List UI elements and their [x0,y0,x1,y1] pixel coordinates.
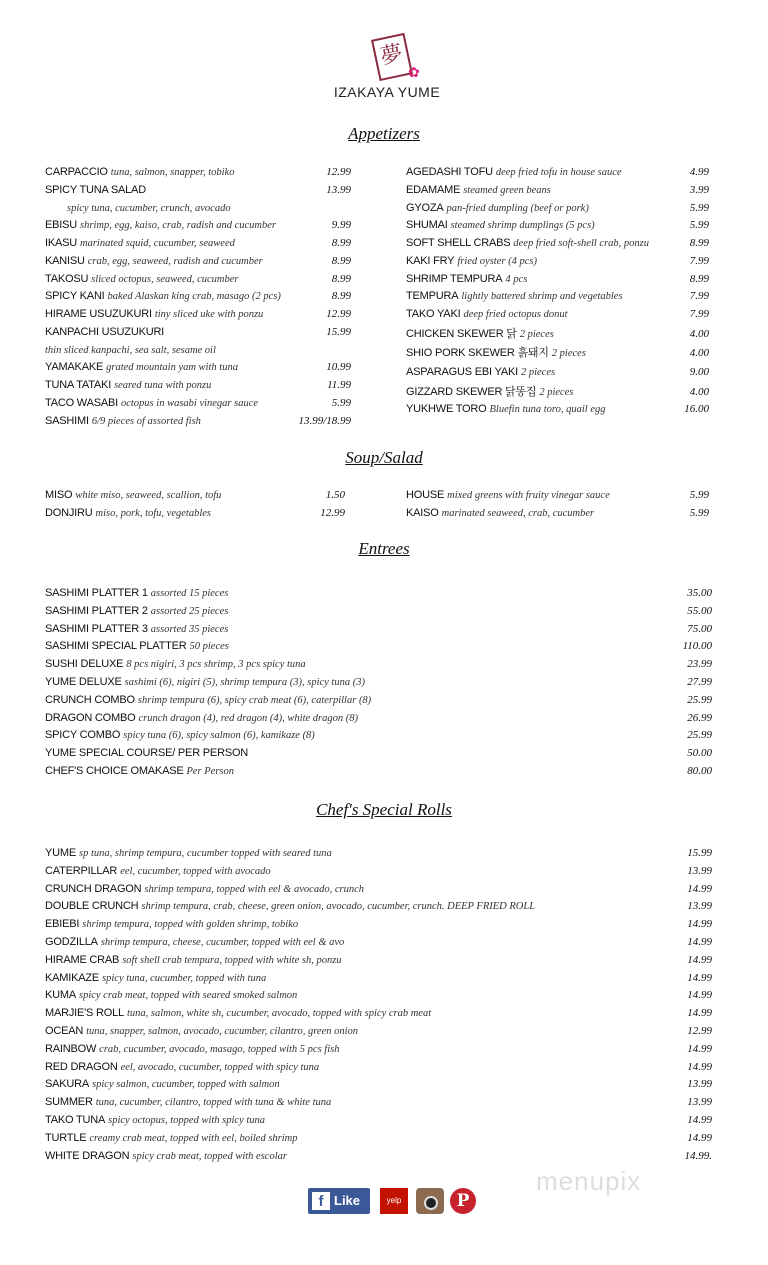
item-name: GODZILLA [45,936,98,948]
item-price: 1.50 [325,489,345,501]
facebook-like-button[interactable] [308,1188,370,1214]
item-name: GYOZA [406,202,444,214]
item-name: ASPARAGUS EBI YAKI [406,366,518,378]
menu-item [45,934,712,950]
item-price: 5.99 [689,219,709,231]
menu-item [45,603,712,619]
item-description: shrimp tempura, topped with golden shrimp, tobiko [82,919,299,931]
menu-item [45,413,351,429]
item-description: pan-fried dumpling (beef or pork) [446,203,589,214]
menu-item [45,881,712,897]
instagram-icon[interactable] [416,1188,444,1214]
item-price: 8.99 [331,290,351,303]
item-description: shrimp, egg, kaiso, crab, radish and cucumber [80,220,276,232]
item-name: CATERPILLAR [45,864,118,877]
item-price: 7.99 [689,290,709,302]
item-description: Per Person [186,766,235,777]
menu-item [406,364,709,380]
item-description: spicy tuna, cucumber, topped with tuna [102,972,267,984]
item-price: 25.99 [687,693,712,706]
item-price: 27.99 [687,676,712,688]
item-name: SUSHI DELUXE [45,658,124,671]
item-description: 4 pcs [505,274,528,285]
item-description: mixed greens with fruity vinegar sauce [447,490,610,501]
item-name: CHICKEN SKEWER 닭 [406,328,517,340]
item-price: 80.00 [687,765,712,777]
menu-item [45,1148,712,1164]
menu-item [45,1112,712,1128]
menu-item [45,505,345,521]
menu-item [406,288,709,304]
item-name: TAKO TUNA [45,1114,106,1126]
restaurant-logo [322,36,452,102]
item-price: 25.99 [687,729,712,742]
menu-item [45,987,712,1003]
item-price: 15.99 [687,847,712,859]
item-description: deep fried soft-shell crab, ponzu [513,238,649,249]
item-name: KAKI FRY [406,255,455,267]
item-name: IKASU [45,237,78,249]
item-name: SPICY KANI [45,290,105,303]
menu-item [45,621,712,637]
item-name: TAKO YAKI [406,308,461,320]
menu-item [406,401,709,417]
menu-item [45,487,345,503]
item-price: 8.99 [331,254,351,267]
item-price: 4.99 [689,166,709,178]
item-description: deep fried tofu in house sauce [495,167,622,178]
menu-item [45,727,712,743]
item-price: 4.00 [689,328,709,340]
menu-item [45,182,351,198]
item-price: 12.99 [326,166,351,178]
item-description: shrimp tempura, topped with eel & avocado, crunch [144,883,364,895]
item-description: spicy crab meat, topped with seared smoked salmon [78,990,298,1002]
item-description: Bluefin tuna toro, quail egg [489,404,606,415]
menu-item [406,505,709,521]
yelp-icon[interactable]: yelp [380,1188,408,1214]
item-price: 5.99 [689,202,709,214]
item-name: SHIO PORK SKEWER 흙돼지 [406,347,549,359]
item-price: 12.99 [326,308,351,320]
item-name: YUME [45,847,76,859]
item-price: 14.99 [687,1042,712,1055]
item-description: white miso, seaweed, scallion, tofu [75,490,222,501]
restaurant-name: IZAKAYA YUME [333,84,441,100]
menu-item [67,200,351,216]
menu-item [406,164,709,180]
menu-item [45,395,351,411]
menu-item [45,1023,712,1039]
item-description: marinated seaweed, crab, cucumber [441,507,595,519]
item-description: tiny sliced uke with ponzu [154,309,264,320]
menu-item [45,342,351,358]
item-description: crunch dragon (4), red dragon (4), white dragon (8) [138,712,359,724]
menu-item [406,217,709,233]
item-description: shrimp tempura, crab, cheese, green onion, avocado, cucumber, crunch. DEEP FRIED ROLL [141,901,536,913]
item-name: KANPACHI USUZUKURI [45,325,165,338]
item-description: 8 pcs nigiri, 3 pcs shrimp, 3 pcs spicy tuna [126,659,306,671]
menu-item [45,1094,712,1110]
item-name: HIRAME USUZUKURI [45,308,152,320]
item-description: spicy crab meat, topped with escolar [132,1150,287,1162]
item-description: assorted 25 pieces [150,605,229,617]
item-name: YUKHWE TORO [406,403,487,415]
item-description: octopus in wasabi vinegar sauce [120,397,259,409]
item-description: steamed green beans [463,185,551,196]
item-description: sp tuna, shrimp tempura, cucumber topped with seared tuna [78,848,332,859]
menu-item [406,326,709,342]
menu-item [45,1041,712,1057]
item-price: 16.00 [684,403,709,415]
item-name: GIZZARD SKEWER 닭똥집 [406,386,537,398]
menu-item [45,845,712,861]
menu-item [45,585,712,601]
item-price: 11.99 [327,379,351,391]
item-price: 13.99 [326,183,351,196]
item-price: 13.99 [687,864,712,877]
heading-appetizers: Appetizers [348,124,420,143]
menu-item [406,487,709,503]
item-price: 5.99 [689,489,709,501]
menu-item [45,763,712,779]
item-description: baked Alaskan king crab, masago (2 pcs) [107,291,281,303]
menupix-watermark: menupix [536,1166,642,1196]
item-description: assorted 15 pieces [150,588,229,599]
cherry-blossom-icon: ✿ [408,64,420,80]
item-price: 13.99/18.99 [298,414,351,427]
item-price: 14.99 [687,882,712,895]
item-name: HIRAME CRAB [45,953,120,966]
item-description: deep fried octopus donut [463,309,568,320]
heading-chefs-special-rolls: Chef's Special Rolls [316,800,452,819]
item-price: 110.00 [682,640,712,653]
item-name: SHUMAI [406,219,448,231]
item-description: crab, egg, seaweed, radish and cucumber [87,255,263,267]
item-price: 14.99 [687,1060,712,1073]
menu-item [406,200,709,216]
item-name: CRUNCH COMBO [45,693,135,706]
menu-item [45,674,712,690]
item-name: SHRIMP TEMPURA [406,273,503,285]
item-name: TACO WASABI [45,396,118,409]
item-name: DOUBLE CRUNCH [45,900,139,913]
menu-item [45,359,351,375]
item-name: EDAMAME [406,184,461,196]
item-name: AGEDASHI TOFU [406,166,493,178]
item-price: 14.99 [687,918,712,931]
menu-item [45,863,712,879]
item-name: YUME SPECIAL COURSE/ PER PERSON [45,747,249,760]
item-price: 8.99 [331,237,351,249]
item-description: 6/9 pieces of assorted fish [91,415,201,427]
menu-item [406,235,709,251]
pinterest-icon[interactable]: P [450,1188,476,1214]
item-price: 15.99 [326,325,351,338]
item-price: 4.00 [689,347,709,359]
item-price: 14.99 [687,953,712,966]
item-description: eel, avocado, cucumber, topped with spicy tuna [120,1061,320,1073]
item-price: 8.99 [689,273,709,285]
item-description: shrimp tempura, cheese, cucumber, topped with eel & avo [100,937,345,948]
item-name: SPICY COMBO [45,729,121,742]
item-description: shrimp tempura (6), spicy crab meat (6), caterpillar (8) [137,694,372,706]
item-description: tuna, cucumber, cilantro, topped with tuna & white tuna [95,1097,332,1109]
menu-item [45,916,712,932]
item-price: 3.99 [689,184,709,196]
item-description: soft shell crab tempura, topped with white sh, ponzu [122,954,342,966]
menu-item [406,306,709,322]
item-name: KUMA [45,989,76,1002]
item-price: 5.99 [331,396,351,409]
item-name: SAKURA [45,1078,90,1091]
item-name: SUMMER [45,1096,93,1109]
item-name: DONJIRU [45,506,93,519]
item-price: 13.99 [687,900,712,913]
menu-item [45,692,712,708]
item-description: spicy octopus, topped with spicy tuna [108,1115,266,1126]
item-price: 14.99 [687,1007,712,1020]
menu-item [45,710,712,726]
item-description: fried oyster (4 pcs) [457,256,537,267]
item-description: crab, cucumber, avocado, masago, topped with 5 pcs fish [99,1043,340,1055]
item-name: MISO [45,489,73,501]
menu-item [45,324,351,340]
item-price: 12.99 [687,1025,712,1037]
item-price: 14.99 [687,936,712,948]
item-description: steamed shrimp dumplings (5 pcs) [450,220,595,231]
item-price: 7.99 [689,308,709,320]
menu-item [45,898,712,914]
item-description: eel, cucumber, topped with avocado [120,865,271,877]
item-name: CHEF'S CHOICE OMAKASE [45,765,184,777]
menu-item [45,377,351,393]
menu-item [45,288,351,304]
item-description: assorted 35 pieces [150,623,229,635]
item-description: 2 pieces [551,348,586,359]
item-description: seared tuna with ponzu [114,380,212,391]
menu-item [45,1059,712,1075]
item-name: SASHIMI PLATTER 2 [45,604,148,617]
menu-item [45,253,351,269]
item-description: spicy salmon, cucumber, topped with salmon [92,1079,280,1091]
facebook-like-label: Like [334,1193,361,1208]
menu-item [45,1130,712,1146]
item-name: KAISO [406,506,439,519]
item-name: EBISU [45,219,78,232]
item-name: HOUSE [406,489,445,501]
menu-item [45,164,351,180]
item-price: 14.99. [684,1149,712,1162]
menu-item [406,345,709,361]
item-description: tuna, salmon, snapper, tobiko [110,167,235,178]
item-price: 35.00 [687,587,712,599]
item-name: OCEAN [45,1025,84,1037]
menu-item [45,1005,712,1021]
menu-item [45,952,712,968]
item-description: miso, pork, tofu, vegetables [95,507,211,519]
item-name: CARPACCIO [45,166,108,178]
item-price: 14.99 [687,971,712,984]
heading-entrees: Entrees [358,539,410,558]
item-name: WHITE DRAGON [45,1149,130,1162]
item-name: EBIEBI [45,918,80,931]
item-description: lightly battered shrimp and vegetables [461,291,623,302]
menu-item [45,306,351,322]
menu-item [45,745,712,761]
menu-item [45,271,351,287]
item-price: 14.99 [687,1131,712,1144]
item-description: tuna, salmon, white sh, cucumber, avocado, topped with spicy crab meat [126,1008,432,1020]
item-name: KANISU [45,254,85,267]
item-name: TUNA TATAKI [45,379,112,391]
item-price: 50.00 [687,747,712,760]
menu-item [406,253,709,269]
item-name: RED DRAGON [45,1060,118,1073]
logo-mark: 夢 [371,33,413,81]
item-name: TEMPURA [406,290,459,302]
item-description: thin sliced kanpachi, sea salt, sesame oil [45,344,216,356]
item-price: 23.99 [687,658,712,671]
item-price: 55.00 [687,604,712,617]
item-name: SASHIMI SPECIAL PLATTER [45,640,187,653]
menu-item [406,384,709,400]
item-name: SASHIMI PLATTER 1 [45,587,148,599]
item-name: TURTLE [45,1131,87,1144]
item-price: 7.99 [689,255,709,267]
item-description: creamy crab meat, topped with eel, boiled shrimp [89,1132,298,1144]
menu-item [45,970,712,986]
menu-item [45,235,351,251]
item-name: RAINBOW [45,1042,97,1055]
item-price: 8.99 [331,272,351,285]
item-price: 10.99 [326,361,351,374]
item-name: SOFT SHELL CRABS [406,237,511,249]
item-description: spicy tuna, cucumber, crunch, avocado [67,202,231,214]
menu-item [45,1076,712,1092]
item-price: 12.99 [320,506,345,519]
item-price: 75.00 [687,622,712,635]
item-name: MARJIE'S ROLL [45,1007,124,1020]
item-price: 5.99 [689,506,709,519]
menu-item [45,217,351,233]
item-name: YAMAKAKE [45,361,104,374]
item-name: TAKOSU [45,272,89,285]
item-price: 26.99 [687,711,712,724]
item-price: 9.99 [331,219,351,232]
item-description: 2 pieces [539,387,574,398]
item-name: YUME DELUXE [45,676,122,688]
item-price: 13.99 [687,1096,712,1109]
item-description: sliced octopus, seaweed, cucumber [91,273,239,285]
menu-item [406,182,709,198]
item-description: 50 pieces [189,641,229,653]
item-price: 4.00 [689,386,709,398]
item-name: CRUNCH DRAGON [45,882,142,895]
item-price: 8.99 [689,237,709,249]
item-description: tuna, snapper, salmon, avocado, cucumber, cilantro, green onion [86,1026,359,1037]
item-description: spicy tuna (6), spicy salmon (6), kamikaze (8) [123,730,315,742]
item-price: 9.00 [689,366,709,378]
item-price: 14.99 [687,989,712,1002]
item-name: SASHIMI PLATTER 3 [45,622,148,635]
heading-soup-salad: Soup/Salad [345,448,423,467]
menu-item [45,656,712,672]
item-description: marinated squid, cucumber, seaweed [80,238,235,249]
menu-item [406,271,709,287]
facebook-icon: f [312,1192,330,1210]
item-description: sashimi (6), nigiri (5), shrimp tempura (3), spicy tuna (3) [124,677,365,688]
menu-item [45,638,712,654]
item-price: 13.99 [687,1078,712,1091]
item-name: SASHIMI [45,414,89,427]
item-name: DRAGON COMBO [45,711,136,724]
item-description: 2 pieces [519,329,554,340]
item-price: 14.99 [687,1114,712,1126]
item-name: KAMIKAZE [45,971,100,984]
item-name: SPICY TUNA SALAD [45,183,146,196]
item-description: grated mountain yam with tuna [106,362,238,374]
item-description: 2 pieces [520,367,556,378]
